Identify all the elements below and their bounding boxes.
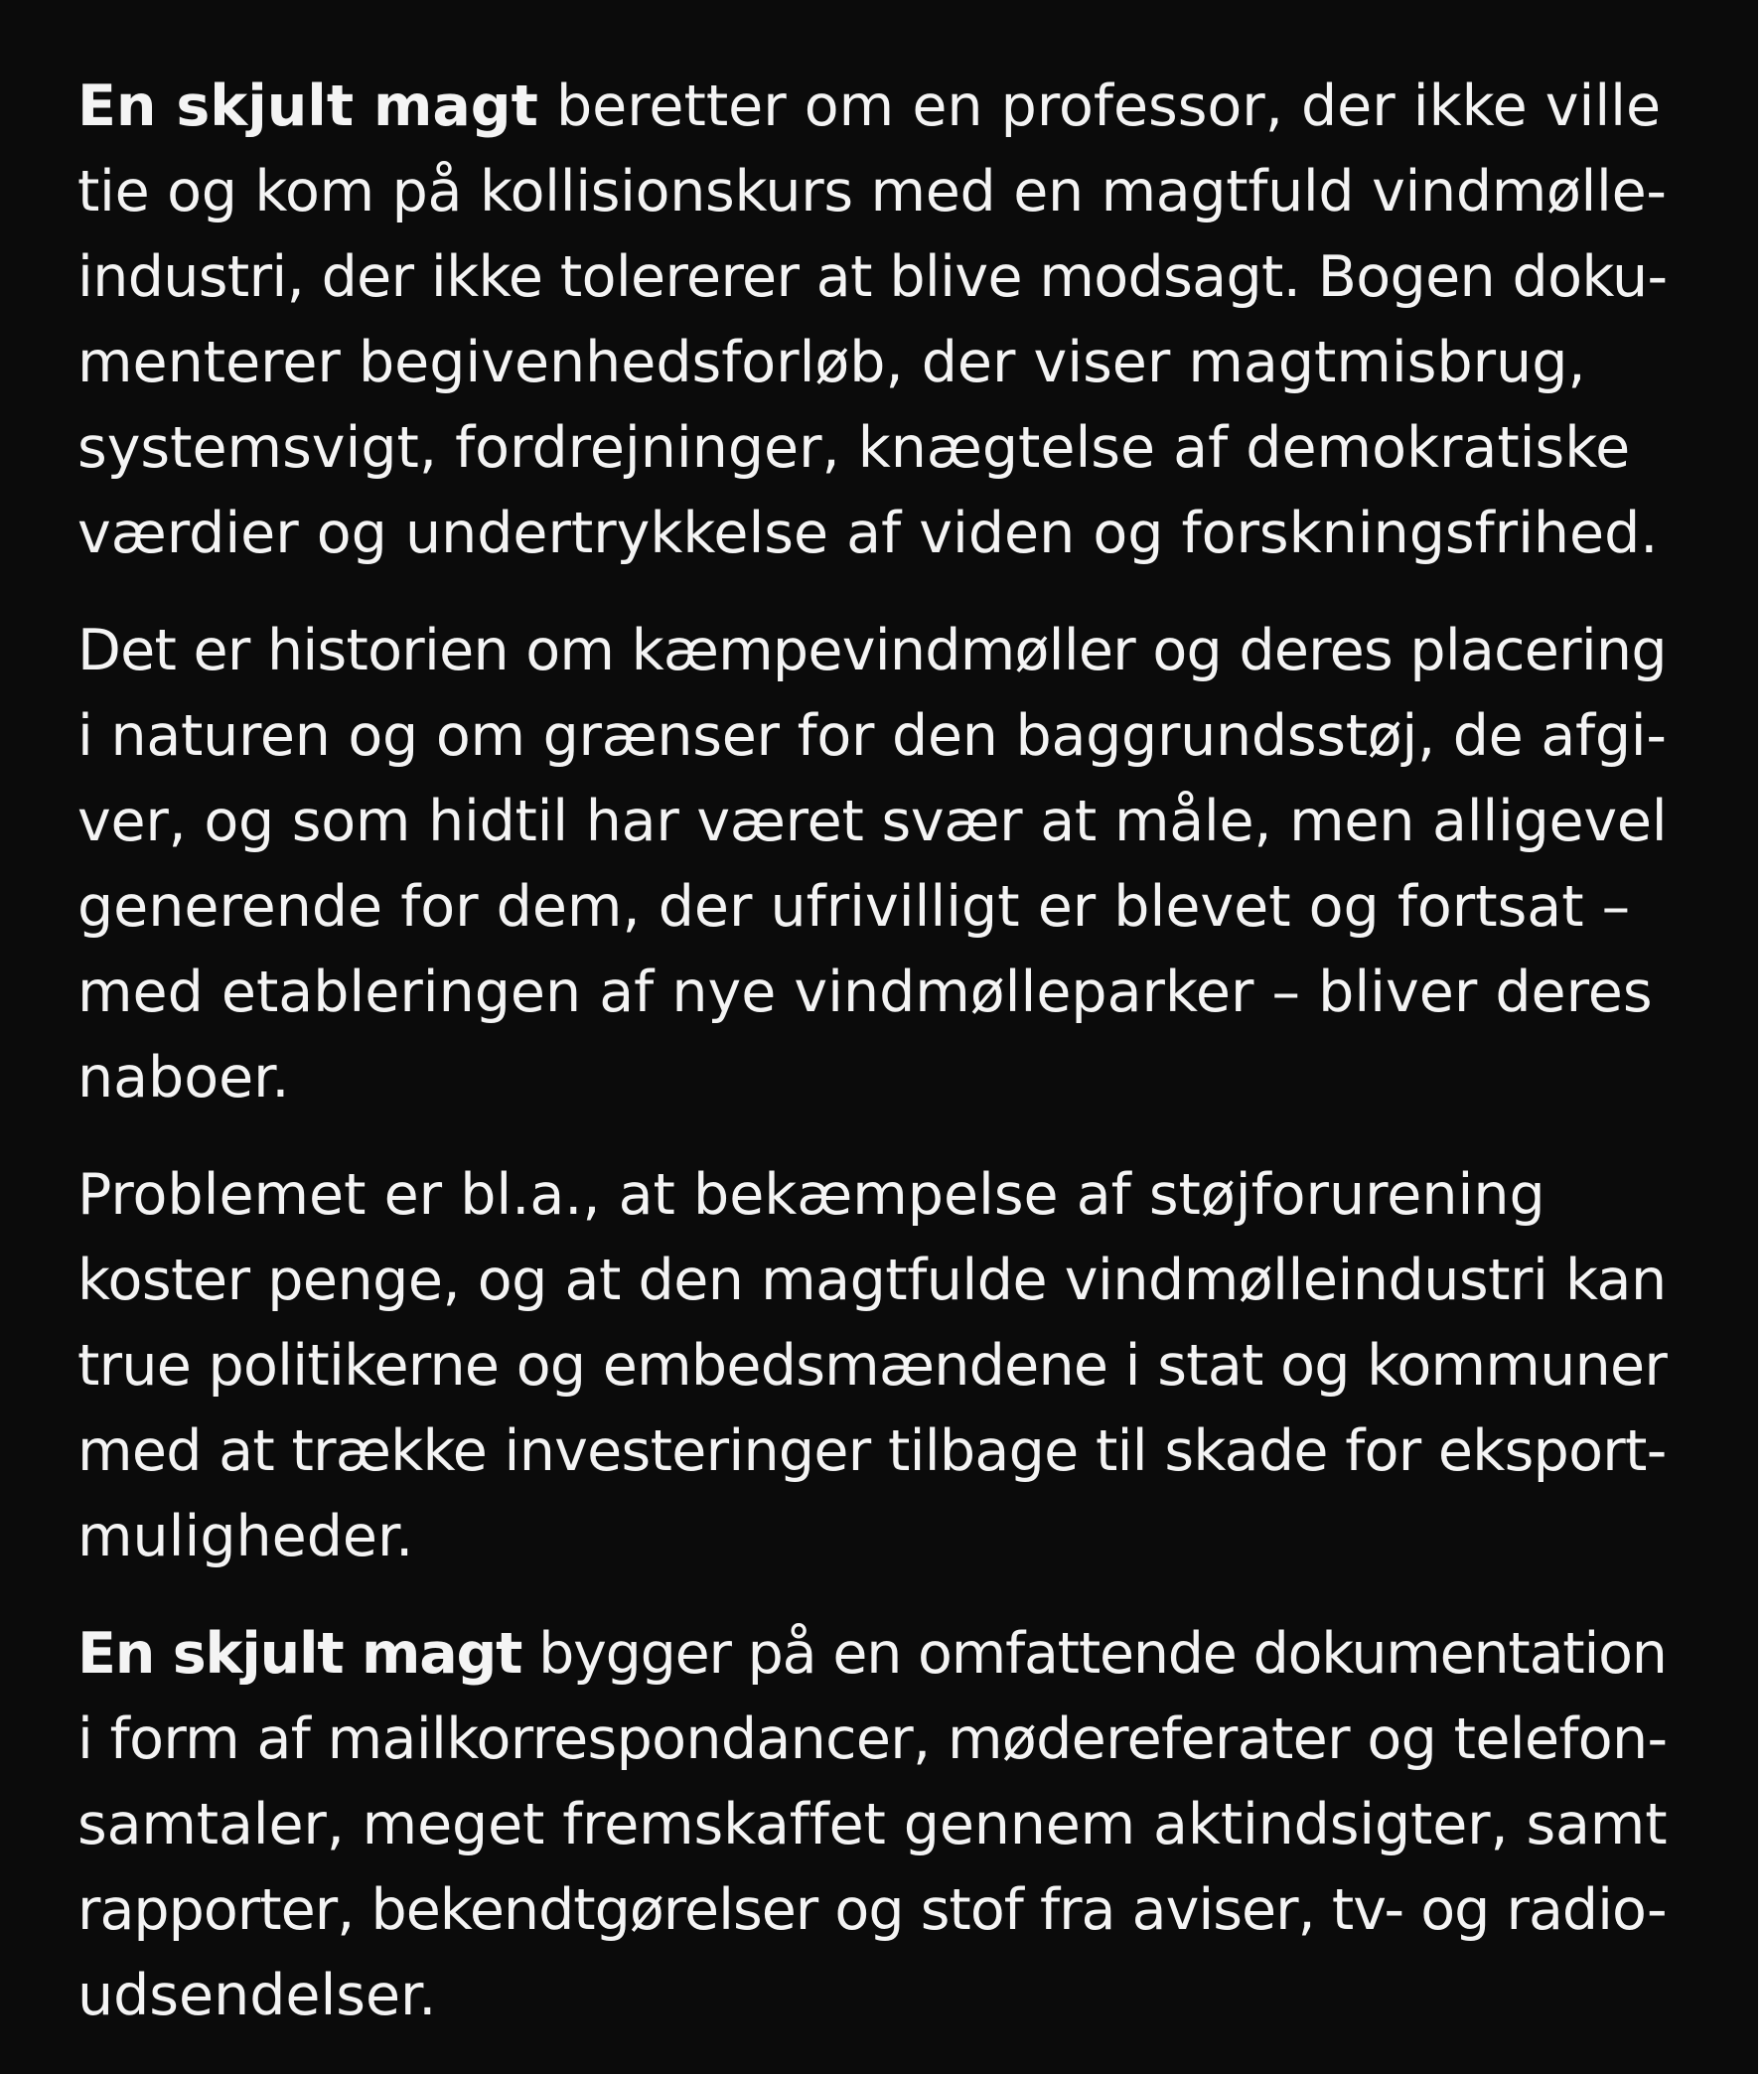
line-text: bygger på en omfattende dokumentation <box>538 1621 1667 1687</box>
text-line <box>77 779 1667 864</box>
line-text: med at trække investeringer tilbage til skade for eksport- <box>77 1418 1667 1484</box>
text-line <box>77 1697 1667 1782</box>
line-text: værdier og undertrykkelse af viden og forskningsfrihed. <box>77 501 1659 566</box>
line-text: industri, der ikke tolererer at blive modsagt. Bogen doku- <box>77 244 1668 310</box>
text-line <box>77 1953 1667 2038</box>
text-line <box>77 149 1667 234</box>
text-line <box>77 1867 1667 1953</box>
text-line <box>77 1035 1667 1120</box>
line-text: i naturen og om grænser for den baggrundsstøj, de afgi- <box>77 703 1667 769</box>
text-line <box>77 491 1667 576</box>
text-line <box>77 1611 1667 1697</box>
text-line <box>77 608 1667 693</box>
line-text: koster penge, og at den magtfulde vindmølleindustri kan <box>77 1248 1667 1313</box>
line-text: beretter om en professor, der ikke ville <box>555 74 1662 139</box>
text-line <box>77 320 1667 405</box>
book-title-bold: En skjult magt <box>77 1621 522 1687</box>
line-text: med etableringen af nye vindmølleparker – bliver deres <box>77 960 1653 1025</box>
text-line <box>77 64 1667 149</box>
paragraph-3 <box>77 1152 1667 1579</box>
text-line <box>77 693 1667 779</box>
line-text: systemsvigt, fordrejninger, knægtelse af demokratiske <box>77 415 1631 481</box>
text-line <box>77 950 1667 1035</box>
body-text <box>77 64 1667 2038</box>
line-text: i form af mailkorrespondancer, mødereferater og telefon- <box>77 1706 1668 1772</box>
line-text: generende for dem, der ufrivilligt er blevet og fortsat – <box>77 874 1631 940</box>
book-title-bold: En skjult magt <box>77 74 538 139</box>
text-line <box>77 1494 1667 1579</box>
paragraph-4 <box>77 1611 1667 2038</box>
line-text: tie og kom på kollisionskurs med en magtfuld vindmølle- <box>77 159 1667 224</box>
text-line <box>77 405 1667 491</box>
line-text: rapporter, bekendtgørelser og stof fra aviser, tv- og radio- <box>77 1877 1667 1943</box>
text-line <box>77 1408 1667 1494</box>
paragraph-2 <box>77 608 1667 1120</box>
line-text: ver, og som hidtil har været svær at måle, men alligevel <box>77 789 1668 854</box>
text-line <box>77 1782 1667 1867</box>
text-line <box>77 1238 1667 1323</box>
line-text: Problemet er bl.a., at bekæmpelse af støjforurening <box>77 1162 1545 1228</box>
text-line <box>77 1323 1667 1408</box>
paragraph-1 <box>77 64 1667 576</box>
line-text: muligheder. <box>77 1504 414 1569</box>
text-line <box>77 864 1667 950</box>
line-text: true politikerne og embedsmændene i stat og kommuner <box>77 1333 1668 1399</box>
text-line <box>77 1152 1667 1238</box>
line-text: udsendelser. <box>77 1963 437 2028</box>
line-text: Det er historien om kæmpevindmøller og deres placering <box>77 618 1667 683</box>
line-text: naboer. <box>77 1045 290 1111</box>
line-text: samtaler, meget fremskaffet gennem aktindsigter, samt <box>77 1792 1668 1857</box>
line-text: menterer begivenhedsforløb, der viser magtmisbrug, <box>77 330 1586 395</box>
text-line <box>77 234 1667 320</box>
